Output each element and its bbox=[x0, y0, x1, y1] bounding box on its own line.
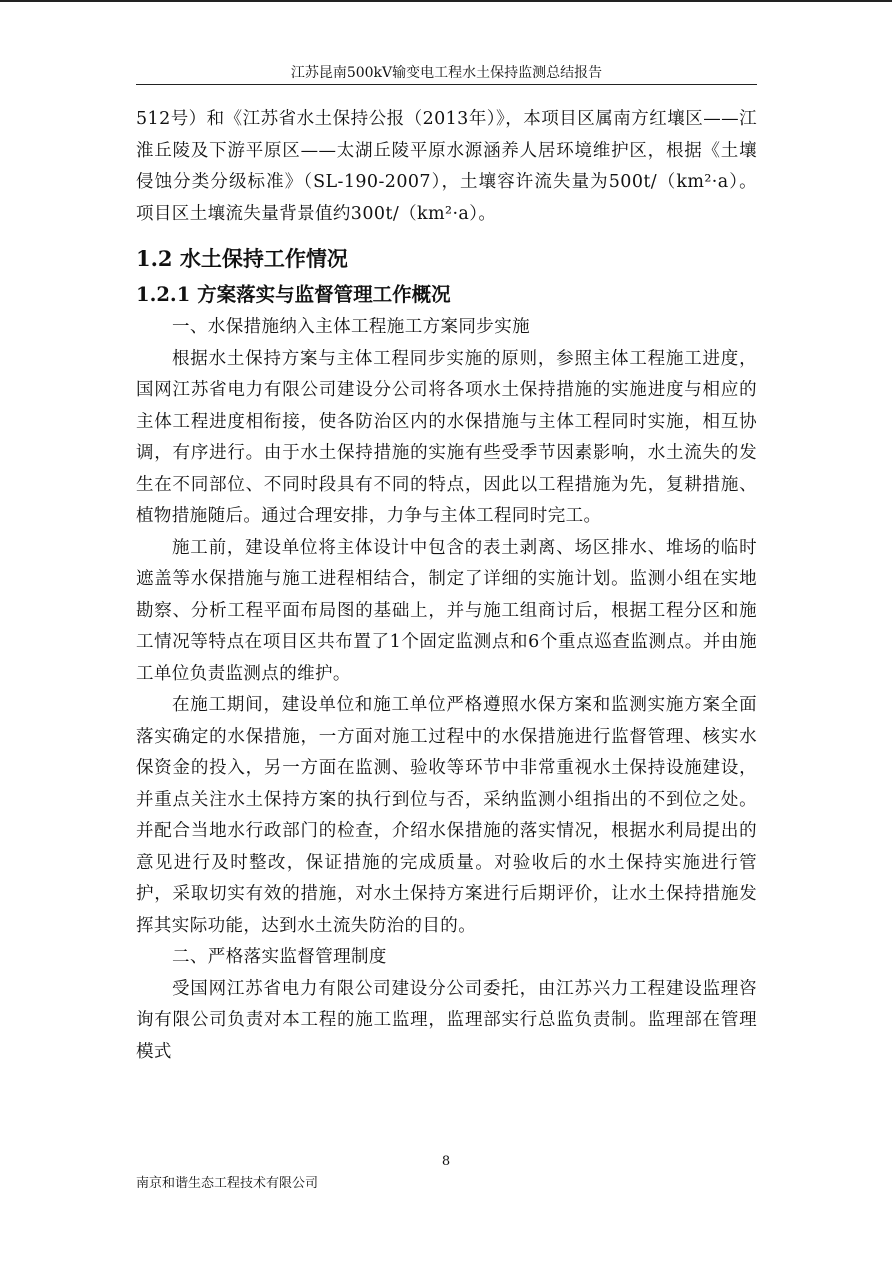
header-rule bbox=[136, 84, 757, 85]
page-body bbox=[136, 104, 757, 1068]
paragraph-2: 施工前，建设单位将主体设计中包含的表土剥离、场区排水、堆场的临时遮盖等水保措施与施工进程相结合，制定了详细的实施计划。监测小组在实地勘察、分析工程平面布局图的基础上，并与施工组商讨后，根据工程分区和施工情况等特点在项目区共布置了1个固定监测点和6个重点巡查监测点。并由施工单位负责监测点的维护。 bbox=[136, 537, 757, 684]
paragraph-3: 在施工期间，建设单位和施工单位严格遵照水保方案和监测实施方案全面落实确定的水保措施，一方面对施工过程中的水保措施进行监督管理、核实水保资金的投入，另一方面在监测、验收等环节中非常重视水土保持设施建设，并重点关注水土保持方案的执行到位与否，采纳监测小组指出的不到位之处。并配合当地水行政部门的检查，介绍水保措施的落实情况，根据水利局提出的意见进行及时整改，保证措施的完成质量。对验收后的水土保持实施进行管护，采取切实有效的措施，对水土保持方案进行后期评价，让水土保持措施发挥其实际功能，达到水土流失防治的目的。 bbox=[136, 695, 757, 936]
intro-paragraph: 512号）和《江苏省水土保持公报（2013年）》，本项目区属南方红壤区——江淮丘陵及下游平原区——太湖丘陵平原水源涵养人居环境维护区，根据《土壤侵蚀分类分级标准》（SL-190-2007），土壤容许流失量为500t/（km²·a）。项目区土壤流失量背景值约300t/（km²·a）。 bbox=[136, 109, 757, 224]
footer-company: 南京和谐生态工程技术有限公司 bbox=[136, 1176, 319, 1191]
page-header: 江苏昆南500kV输变电工程水土保持监测总结报告 bbox=[290, 65, 603, 81]
paragraph-4: 受国网江苏省电力有限公司建设分公司委托，由江苏兴力工程建设监理咨询有限公司负责对本工程的施工监理，监理部实行总监负责制。监理部在管理模式 bbox=[136, 978, 757, 1062]
subheading-2: 二、严格落实监督管理制度 bbox=[172, 947, 387, 967]
subheading-1: 一、水保措施纳入主体工程施工方案同步实施 bbox=[172, 317, 530, 337]
section-heading-1-2: 1.2 水土保持工作情况 bbox=[136, 246, 348, 271]
top-border bbox=[0, 0, 892, 2]
page-number: 8 bbox=[441, 1154, 451, 1169]
section-heading-1-2-1: 1.2.1 方案落实与监督管理工作概况 bbox=[136, 283, 451, 306]
paragraph-1: 根据水土保持方案与主体工程同步实施的原则，参照主体工程施工进度，国网江苏省电力有限公司建设分公司将各项水土保持措施的实施进度与相应的主体工程进度相衔接，使各防治区内的水保措施与主体工程同时实施，相互协调，有序进行。由于水土保持措施的实施有些受季节因素影响，水土流失的发生在不同部位、不同时段具有不同的特点，因此以工程措施为先，复耕措施、植物措施随后。通过合理安排，力争与主体工程同时完工。 bbox=[136, 348, 757, 526]
